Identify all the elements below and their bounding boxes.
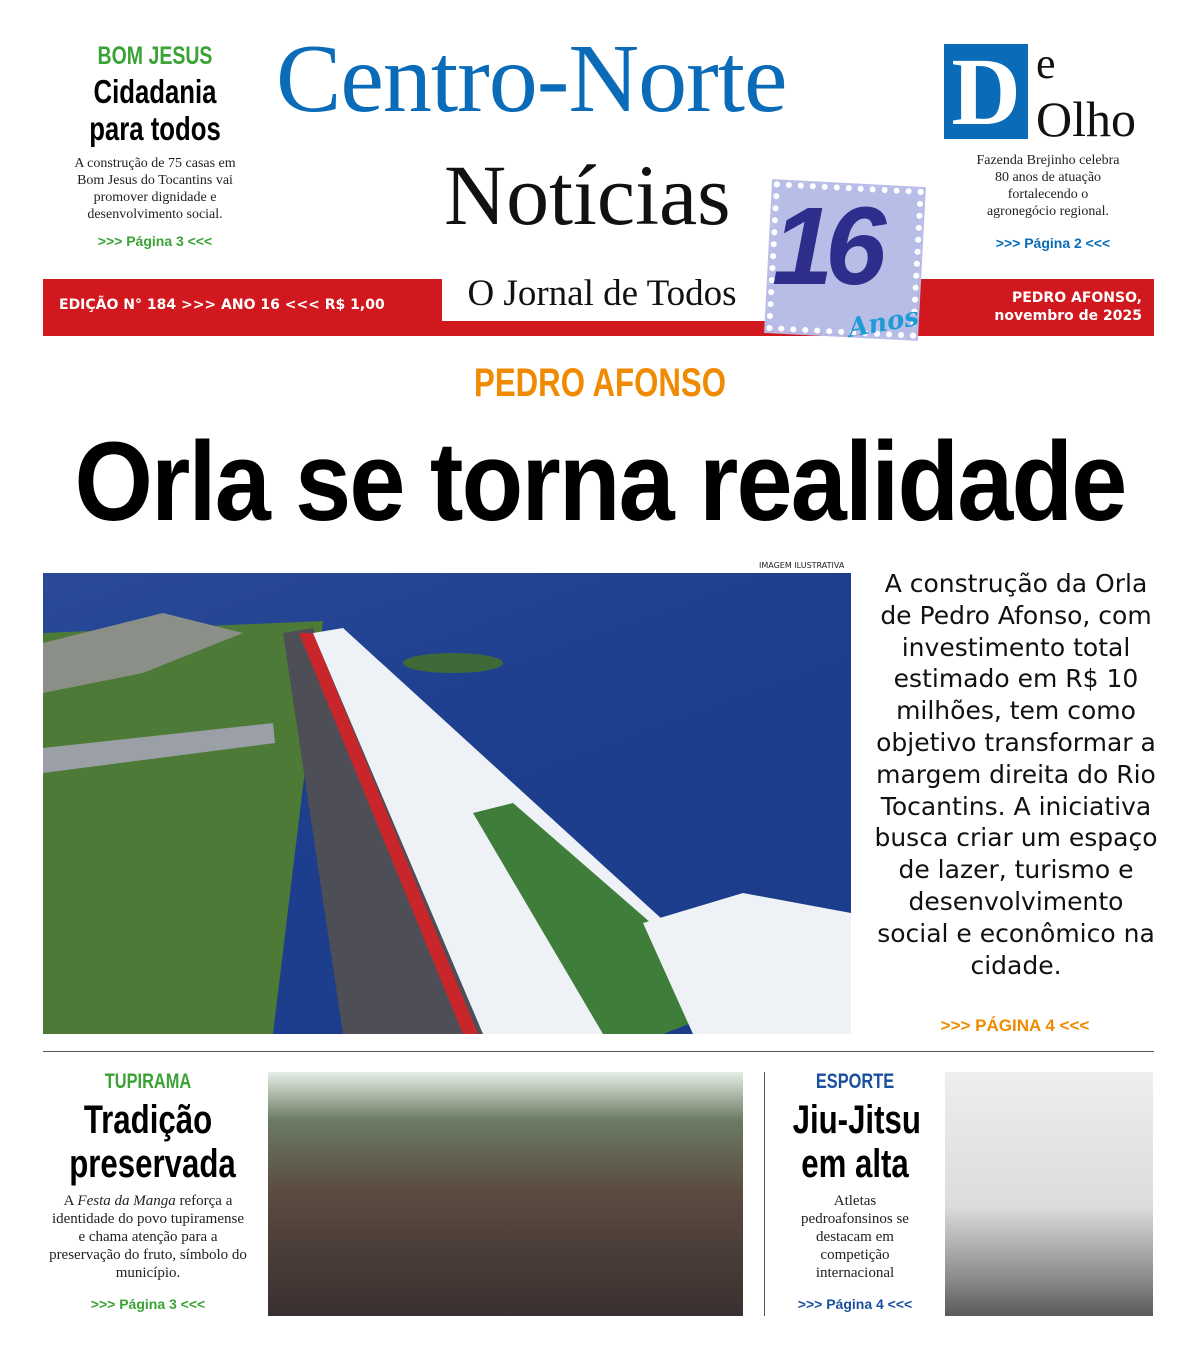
teaser-title: Jiu-Jitsu — [792, 1098, 921, 1142]
teaser-bom-jesus — [60, 42, 250, 249]
teaser-title: para todos — [89, 110, 221, 147]
page-link[interactable]: >>> Página 3 <<< — [90, 1296, 206, 1312]
edition-month: novembro de 2025 — [994, 308, 1142, 324]
orla-illustration — [43, 573, 851, 1034]
de-olho-logo-e: e — [1036, 39, 1056, 88]
teaser-text — [47, 1192, 249, 1282]
edition-place: PEDRO AFONSO, — [1011, 290, 1142, 306]
festival-name: Festa da Manga — [77, 1193, 176, 1209]
text-part: reforça a identidade do povo tupiramense e chama atenção para a preservação do fruto, símbolo do município. — [49, 1193, 247, 1281]
edition-date — [994, 289, 1142, 325]
main-kicker: PEDRO AFONSO — [474, 361, 726, 405]
de-olho-logo: D — [944, 44, 1028, 139]
teaser-esporte — [775, 1070, 935, 1312]
kicker: BOM JESUS — [97, 42, 213, 70]
slogan: O Jornal de Todos — [467, 273, 737, 314]
teaser-title: preservada — [69, 1142, 236, 1186]
kicker: ESPORTE — [815, 1070, 895, 1093]
jiu-jitsu-athletes-photo — [945, 1072, 1153, 1316]
festa-da-manga-photo — [268, 1072, 743, 1316]
main-body: A construção da Orla de Pedro Afonso, com investimento total estimado em R$ 10 milhões, tem como objetivo transformar a margem direita do Rio Tocantins. A iniciativa busca criar um espaço de lazer, turismo e desenvolvimento social e econômico na cidade. — [874, 569, 1158, 980]
orla-rendering-image — [43, 573, 851, 1034]
teaser-text: Atletas pedroafonsinos se destacam em competição internacional — [801, 1193, 909, 1281]
masthead-title: Centro-Norte — [276, 25, 787, 133]
masthead-subtitle: Notícias — [444, 147, 731, 243]
page-link[interactable]: >>> Página 3 <<< — [97, 233, 213, 249]
anniversary-number: 16 — [772, 185, 879, 308]
teaser-tupirama — [47, 1070, 249, 1312]
text-part: A — [63, 1193, 78, 1209]
de-olho-logo-olho: Olho — [1036, 91, 1136, 147]
teaser-title: em alta — [801, 1142, 909, 1186]
anniversary-word: Anos — [845, 302, 922, 344]
image-credit: IMAGEM ILUSTRATIVA — [759, 561, 845, 570]
teaser-text: A construção de 75 casas em Bom Jesus do Tocantins vai promover dignidade e desenvolvimento social. — [74, 156, 236, 222]
page-link[interactable]: >>> Página 2 <<< — [995, 235, 1111, 251]
divider — [764, 1072, 765, 1316]
main-headline: Orla se torna realidade — [74, 419, 1126, 544]
page-link[interactable]: >>> Página 4 <<< — [797, 1296, 913, 1312]
edition-info: EDIÇÃO N° 184 >>> ANO 16 <<< R$ 1,00 — [59, 297, 385, 313]
teaser-title: Cidadania — [93, 73, 217, 110]
page-link[interactable]: >>> PÁGINA 4 <<< — [940, 1016, 1090, 1035]
teaser-title: Tradição — [83, 1098, 213, 1142]
divider — [43, 1051, 1154, 1052]
teaser-text: Fazenda Brejinho celebra 80 anos de atuação fortalecendo o agronegócio regional. — [976, 153, 1120, 219]
kicker: TUPIRAMA — [104, 1070, 192, 1093]
